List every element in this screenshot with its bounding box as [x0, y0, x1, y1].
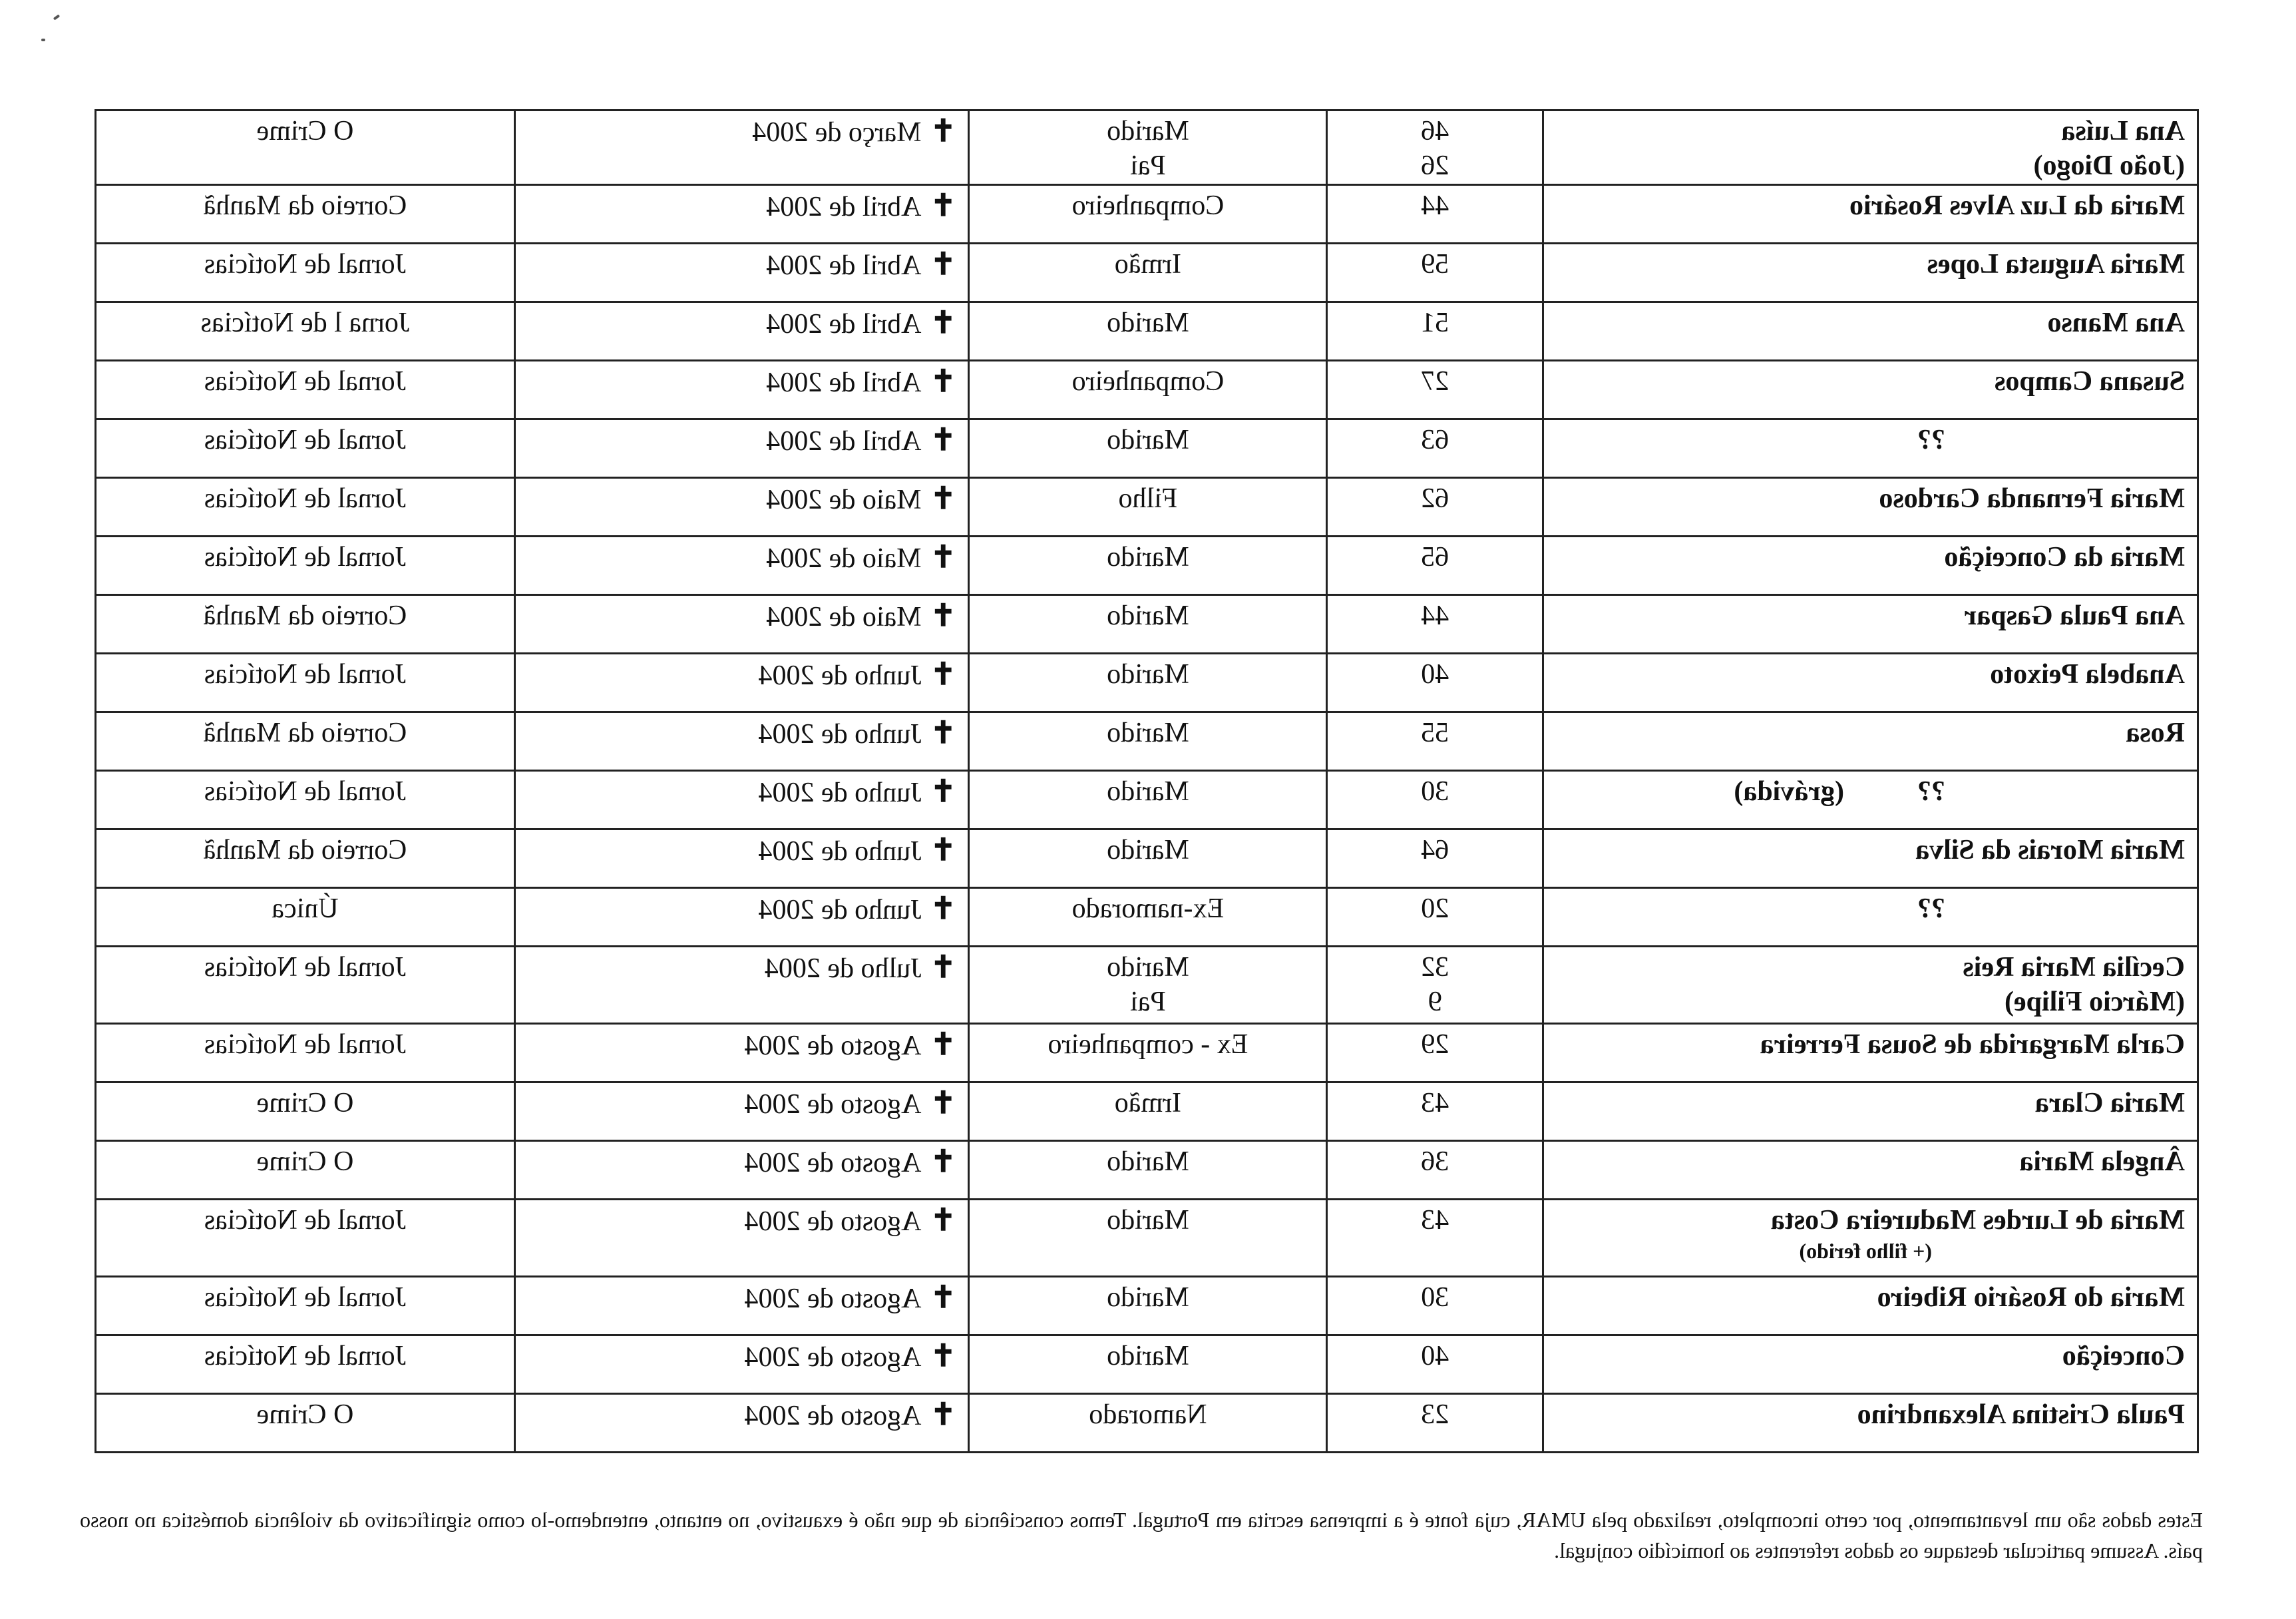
victim-name: Maria Fernanda Cardoso — [1879, 483, 2185, 514]
victim-name-cell — [1543, 1277, 2198, 1335]
aggressor-relation: Marido — [1107, 835, 1189, 865]
death-date: Agosto de 2004 — [744, 1089, 922, 1120]
death-date: Maio de 2004 — [766, 485, 922, 515]
cross-icon: ✝ — [930, 950, 956, 984]
news-source: Jornal de Notícias — [204, 1341, 407, 1371]
news-source-cell — [96, 185, 515, 244]
cross-icon: ✝ — [930, 1203, 956, 1237]
age-cell — [1327, 361, 1543, 419]
cross-icon: ✝ — [930, 833, 956, 867]
table-row — [96, 888, 2198, 947]
age-cell — [1327, 1394, 1543, 1453]
victim-name-cell — [1543, 361, 2198, 419]
news-source: Jorna l de Notícias — [200, 308, 410, 338]
death-date-cell — [514, 829, 969, 888]
aggressor-relation-cell — [969, 771, 1327, 829]
aggressor-relation: Ex - companheiro — [1048, 1029, 1248, 1060]
victim-name: ?? — [1917, 893, 1945, 924]
news-source-cell — [96, 478, 515, 537]
news-source: Jornal de Notícias — [204, 425, 407, 455]
victim-name: Paula Cristina Alexandrino — [1857, 1399, 2185, 1430]
aggressor-relation-cell — [969, 537, 1327, 595]
aggressor-relation-cell — [969, 361, 1327, 419]
age-cell — [1327, 947, 1543, 1024]
death-date-cell — [514, 712, 969, 771]
news-source: O Crime — [256, 1399, 354, 1430]
aggressor-relation: Irmão — [1114, 249, 1182, 280]
table-row — [96, 244, 2198, 302]
aggressor-relation-cell — [969, 1024, 1327, 1082]
victim-name-cell — [1543, 771, 2198, 829]
victim-note: (grávida) — [1734, 776, 1844, 807]
news-source-cell — [96, 1335, 515, 1394]
table-row — [96, 771, 2198, 829]
news-source: Jornal de Notícias — [204, 1029, 407, 1060]
aggressor-relation-cell — [969, 829, 1327, 888]
news-source-cell — [96, 712, 515, 771]
cross-icon: ✝ — [930, 114, 956, 148]
aggressor-relation: Irmão — [1114, 1088, 1182, 1118]
victim-name-cell — [1543, 111, 2198, 185]
news-source-cell — [96, 1394, 515, 1453]
table-row — [96, 829, 2198, 888]
news-source-cell — [96, 1200, 515, 1277]
news-source-cell — [96, 1024, 515, 1082]
death-date: Maio de 2004 — [766, 543, 922, 574]
victim-name-cell — [1543, 244, 2198, 302]
age-cell — [1327, 419, 1543, 478]
age-cell — [1327, 595, 1543, 654]
cross-icon: ✝ — [930, 188, 956, 222]
death-date: Abril de 2004 — [766, 309, 922, 340]
victim-age: 43 — [1421, 1205, 1449, 1236]
news-source-cell — [96, 595, 515, 654]
death-date: Abril de 2004 — [766, 367, 922, 398]
death-date-cell — [514, 537, 969, 595]
death-date-cell — [514, 244, 969, 302]
aggressor-relation: Marido — [1107, 1205, 1189, 1236]
death-date-cell — [514, 478, 969, 537]
aggressor-relation: Marido — [1107, 659, 1189, 690]
news-source-cell — [96, 829, 515, 888]
death-date: Junho de 2004 — [758, 778, 922, 808]
news-source-cell — [96, 537, 515, 595]
death-date: Abril de 2004 — [766, 192, 922, 222]
age-cell — [1327, 1277, 1543, 1335]
news-source-cell — [96, 1141, 515, 1200]
victim-name: Ana Manso — [2047, 308, 2185, 338]
aggressor-relation: Marido — [1107, 425, 1189, 455]
victim-name: Maria Augusta Lopes — [1927, 249, 2185, 280]
aggressor-relation: Marido — [1107, 952, 1189, 983]
victim-age: 43 — [1421, 1088, 1449, 1118]
news-source-cell — [96, 771, 515, 829]
table-row — [96, 1200, 2198, 1277]
aggressor-relation-cell — [969, 947, 1327, 1024]
age-cell — [1327, 1141, 1543, 1200]
victim-name: Ângela Maria — [2019, 1146, 2185, 1177]
table-row — [96, 361, 2198, 419]
table-row — [96, 1024, 2198, 1082]
victim-name-cell — [1543, 537, 2198, 595]
victim-name: Maria de Lurdes Madureira Costa — [1770, 1205, 2185, 1236]
aggressor-relation: Ex-namorado — [1071, 893, 1225, 924]
death-date: Agosto de 2004 — [744, 1031, 922, 1061]
victim-age: 44 — [1421, 600, 1449, 631]
death-date: Junho de 2004 — [758, 836, 922, 867]
cross-icon: ✝ — [930, 247, 956, 281]
news-source-cell — [96, 361, 515, 419]
news-source: Jornal de Notícias — [204, 249, 407, 280]
victim-name: Conceição — [2062, 1341, 2185, 1371]
victim-name-cell — [1543, 185, 2198, 244]
cross-icon: ✝ — [930, 657, 956, 691]
aggressor-relation: Namorado — [1089, 1399, 1207, 1430]
victim-name: Maria do Rosário Ribeiro — [1877, 1282, 2185, 1313]
victim-name-cell — [1543, 1141, 2198, 1200]
age-cell — [1327, 1335, 1543, 1394]
victim-name-cell — [1543, 302, 2198, 361]
aggressor-relation: Marido — [1107, 776, 1189, 807]
death-date-cell — [514, 302, 969, 361]
death-date-cell — [514, 654, 969, 712]
aggressor-relation-cell — [969, 478, 1327, 537]
footnote: Estes dados são um levantamento, por certo incompleto, realizado pela UMAR, cuja fonte é a imprensa escrita em Portugal. Temos consciência de que não é exaustivo, no entanto, entendemo-lo como significativo da violência doméstica no nosso país. Assume particular destaque os dados referentes ao homicídio conjugal. — [80, 1508, 2203, 1562]
victims-table — [95, 109, 2199, 1453]
victim-name-cell — [1543, 595, 2198, 654]
victim-age: 64 — [1421, 835, 1449, 865]
victim-age: 20 — [1421, 893, 1449, 924]
aggressor-relation-cell — [969, 419, 1327, 478]
news-source: Correio da Manhã — [203, 600, 407, 631]
age-cell — [1327, 654, 1543, 712]
death-date-cell — [514, 1082, 969, 1141]
victim-age: 32 — [1421, 952, 1449, 983]
news-source-cell — [96, 1277, 515, 1335]
news-source: Correio da Manhã — [203, 835, 407, 865]
victim-name: Anabela Peixoto — [1990, 659, 2185, 690]
victim-name-cell — [1543, 419, 2198, 478]
victim-name-cell — [1543, 712, 2198, 771]
cross-icon: ✝ — [930, 481, 956, 515]
victim-age: 23 — [1421, 1399, 1449, 1430]
victim-age: 55 — [1421, 718, 1449, 748]
death-date: Março de 2004 — [752, 117, 922, 148]
death-date-cell — [514, 1394, 969, 1453]
death-date-cell — [514, 1277, 969, 1335]
table-row — [96, 537, 2198, 595]
age-cell — [1327, 1200, 1543, 1277]
death-date-cell — [514, 947, 969, 1024]
victim-name: ??(grávida) — [1551, 774, 2185, 809]
aggressor-relation-cell — [969, 1200, 1327, 1277]
victim-name: Susana Campos — [1995, 366, 2185, 397]
aggressor-relation-cell — [969, 1082, 1327, 1141]
second-victim-age: 26 — [1421, 150, 1449, 181]
victim-name: Maria Clara — [2034, 1088, 2185, 1118]
news-source: O Crime — [256, 1146, 354, 1177]
death-date: Agosto de 2004 — [744, 1206, 922, 1237]
cross-icon: ✝ — [930, 598, 956, 632]
death-date-cell — [514, 111, 969, 185]
cross-icon: ✝ — [930, 1144, 956, 1178]
cross-icon: ✝ — [930, 1339, 956, 1373]
death-date: Agosto de 2004 — [744, 1283, 922, 1314]
table-row — [96, 302, 2198, 361]
victim-age: 44 — [1421, 190, 1449, 221]
death-date: Junho de 2004 — [758, 660, 922, 691]
news-source: Jornal de Notícias — [204, 952, 407, 983]
victim-age: 62 — [1421, 483, 1449, 514]
aggressor-relation: Filho — [1118, 483, 1178, 514]
cross-icon: ✝ — [930, 1086, 956, 1120]
age-cell — [1327, 1024, 1543, 1082]
table-row — [96, 1277, 2198, 1335]
age-cell — [1327, 1082, 1543, 1141]
aggressor-relation-cell — [969, 1141, 1327, 1200]
victim-name-cell — [1543, 829, 2198, 888]
death-date-cell — [514, 185, 969, 244]
age-cell — [1327, 478, 1543, 537]
cross-icon: ✝ — [930, 1027, 956, 1061]
aggressor-relation: Marido — [1107, 718, 1189, 748]
victim-name-cell — [1543, 1082, 2198, 1141]
news-source-cell — [96, 654, 515, 712]
aggressor-relation: Marido — [1107, 542, 1189, 573]
death-date: Abril de 2004 — [766, 250, 922, 281]
victim-name-cell — [1543, 478, 2198, 537]
second-victim-age: 9 — [1428, 987, 1442, 1017]
victim-name-cell — [1543, 1200, 2198, 1277]
victim-age: 30 — [1421, 1282, 1449, 1313]
death-date-cell — [514, 888, 969, 947]
victim-age: 36 — [1421, 1146, 1449, 1177]
victim-name: Maria da Luz Alves Rosário — [1849, 190, 2185, 221]
cross-icon: ✝ — [930, 716, 956, 750]
death-date-cell — [514, 771, 969, 829]
news-source: Correio da Manhã — [203, 190, 407, 221]
death-date-cell — [514, 419, 969, 478]
age-cell — [1327, 185, 1543, 244]
table-row — [96, 419, 2198, 478]
cross-icon: ✝ — [930, 891, 956, 925]
news-source: Correio da Manhã — [203, 718, 407, 748]
death-date: Julho de 2004 — [764, 953, 922, 984]
cross-icon: ✝ — [930, 364, 956, 398]
news-source: Jornal de Notícias — [204, 776, 407, 807]
victims-table-body — [96, 111, 2198, 1453]
victim-age: 63 — [1421, 425, 1449, 455]
aggressor-relation: Companheiro — [1071, 190, 1225, 221]
news-source: Jornal de Notícias — [204, 542, 407, 573]
aggressor-relation: Marido — [1107, 308, 1189, 338]
death-date: Agosto de 2004 — [744, 1401, 922, 1431]
victim-name: ?? — [1917, 425, 1945, 455]
scan-speck — [53, 14, 60, 20]
death-date-cell — [514, 1200, 969, 1277]
victim-age: 40 — [1421, 659, 1449, 690]
aggressor-relation: Marido — [1107, 600, 1189, 631]
death-date-cell — [514, 595, 969, 654]
cross-icon: ✝ — [930, 306, 956, 340]
age-cell — [1327, 302, 1543, 361]
aggressor-relation-cell — [969, 712, 1327, 771]
victim-name: Carla Margarida de Sousa Ferreira — [1760, 1029, 2185, 1060]
second-victim-name: (Márcio Filipe) — [2005, 987, 2185, 1017]
table-row — [96, 947, 2198, 1024]
victim-name-cell — [1543, 1024, 2198, 1082]
aggressor-relation: Companheiro — [1071, 366, 1225, 397]
scan-speck — [41, 39, 45, 41]
aggressor-relation: Marido — [1107, 1341, 1189, 1371]
victim-age: 30 — [1421, 776, 1449, 807]
news-source-cell — [96, 947, 515, 1024]
cross-icon: ✝ — [930, 423, 956, 457]
table-row — [96, 595, 2198, 654]
table-row — [96, 712, 2198, 771]
death-date: Abril de 2004 — [766, 426, 922, 457]
cross-icon: ✝ — [930, 1397, 956, 1431]
cross-icon: ✝ — [930, 774, 956, 808]
death-date: Agosto de 2004 — [744, 1148, 922, 1178]
age-cell — [1327, 537, 1543, 595]
table-row — [96, 185, 2198, 244]
victim-age: 40 — [1421, 1341, 1449, 1371]
age-cell — [1327, 712, 1543, 771]
news-source: Jornal de Notícias — [204, 483, 407, 514]
second-aggressor-relation: Pai — [1130, 987, 1166, 1017]
news-source-cell — [96, 419, 515, 478]
aggressor-relation-cell — [969, 111, 1327, 185]
aggressor-relation-cell — [969, 888, 1327, 947]
table-row — [96, 1394, 2198, 1453]
age-cell — [1327, 244, 1543, 302]
aggressor-relation-cell — [969, 595, 1327, 654]
victim-name-cell — [1543, 888, 2198, 947]
victim-age: 27 — [1421, 366, 1449, 397]
news-source: Jornal de Notícias — [204, 366, 407, 397]
aggressor-relation-cell — [969, 654, 1327, 712]
victim-age: 65 — [1421, 542, 1449, 573]
news-source: O Crime — [256, 1088, 354, 1118]
age-cell — [1327, 771, 1543, 829]
table-row — [96, 111, 2198, 185]
aggressor-relation-cell — [969, 244, 1327, 302]
cross-icon: ✝ — [930, 540, 956, 574]
table-row — [96, 654, 2198, 712]
table-row — [96, 1335, 2198, 1394]
age-cell — [1327, 829, 1543, 888]
news-source-cell — [96, 302, 515, 361]
news-source: O Crime — [256, 116, 354, 146]
victim-name: Cecília Maria Reis — [1963, 952, 2185, 983]
news-source: Jornal de Notícias — [204, 1282, 407, 1313]
victim-age: 59 — [1421, 249, 1449, 280]
death-date: Maio de 2004 — [766, 602, 922, 632]
victim-name-cell — [1543, 947, 2198, 1024]
table-row — [96, 1082, 2198, 1141]
news-source: Jornal de Notícias — [204, 1205, 407, 1236]
news-source-cell — [96, 1082, 515, 1141]
age-cell — [1327, 888, 1543, 947]
news-source-cell — [96, 111, 515, 185]
aggressor-relation: Marido — [1107, 1282, 1189, 1313]
death-date: Junho de 2004 — [758, 719, 922, 750]
aggressor-relation: Marido — [1107, 116, 1189, 146]
news-source: Única — [272, 893, 339, 924]
death-date: Agosto de 2004 — [744, 1342, 922, 1373]
victim-age: 46 — [1421, 116, 1449, 146]
victim-name: Rosa — [2126, 718, 2185, 748]
victim-note: (+ filho ferido) — [1799, 1239, 1932, 1263]
news-source: Jornal de Notícias — [204, 659, 407, 690]
news-source-cell — [96, 244, 515, 302]
victim-age: 51 — [1421, 308, 1449, 338]
death-date-cell — [514, 1024, 969, 1082]
death-date-cell — [514, 1335, 969, 1394]
victim-name-cell — [1543, 1335, 2198, 1394]
victim-name-cell — [1543, 1394, 2198, 1453]
death-date-cell — [514, 361, 969, 419]
table-row — [96, 478, 2198, 537]
age-cell — [1327, 111, 1543, 185]
victim-name: Ana Luísa — [2061, 116, 2185, 146]
victim-name: Ana Paula Gaspar — [1964, 600, 2185, 631]
aggressor-relation-cell — [969, 1335, 1327, 1394]
news-source-cell — [96, 888, 515, 947]
cross-icon: ✝ — [930, 1280, 956, 1314]
victim-name: Maria da Conceição — [1944, 542, 2185, 573]
second-victim-name: (João Diogo) — [2033, 150, 2185, 181]
aggressor-relation: Marido — [1107, 1146, 1189, 1177]
aggressor-relation-cell — [969, 1394, 1327, 1453]
aggressor-relation-cell — [969, 302, 1327, 361]
death-date: Junho de 2004 — [758, 895, 922, 925]
second-aggressor-relation: Pai — [1130, 150, 1166, 181]
table-row — [96, 1141, 2198, 1200]
victim-name-cell — [1543, 654, 2198, 712]
victim-name: Maria Morais da Silva — [1915, 835, 2185, 865]
death-date-cell — [514, 1141, 969, 1200]
victim-age: 29 — [1421, 1029, 1449, 1060]
aggressor-relation-cell — [969, 185, 1327, 244]
aggressor-relation-cell — [969, 1277, 1327, 1335]
